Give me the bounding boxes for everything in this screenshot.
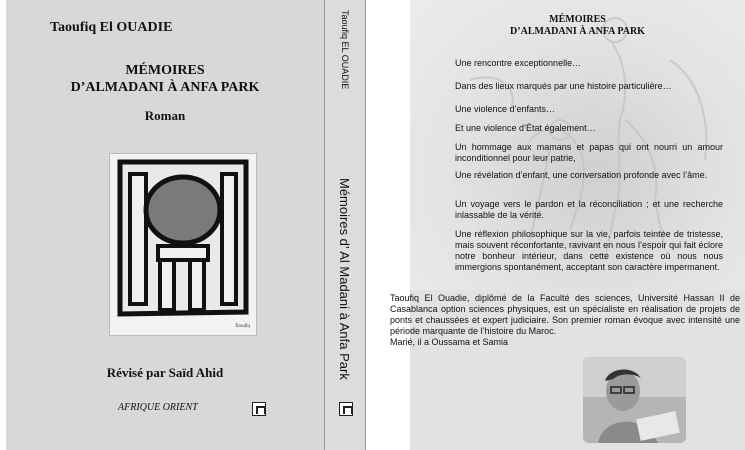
author-bio-text: Taoufiq El Ouadie, diplômé de la Faculté des sciences, Université Hassan II de Casablanca option sciences physiques, est un spécialiste en réalisation de projets de ponts et chaussées et expert judiciaire. Son premier roman évoque avec intensité une période marquante de l’histoire du Maroc. — [390, 293, 740, 336]
front-title-line1: MÉMOIRES — [125, 63, 205, 78]
blurb-line-3: Une violence d’enfants… — [455, 104, 556, 114]
cover-painting — [109, 153, 257, 336]
front-publisher: AFRIQUE ORIENT — [118, 402, 198, 413]
front-cover — [6, 0, 324, 450]
front-author: Taoufiq El OUADIE — [50, 20, 173, 35]
front-genre: Roman — [144, 108, 186, 123]
author-portrait-image — [583, 357, 686, 443]
spine-publisher-logo-icon — [339, 402, 353, 416]
blurb-line-2: Dans des lieux marqués par une histoire particulière… — [455, 81, 672, 91]
front-reviser: Révisé par Saïd Ahid — [106, 365, 224, 380]
spine-author: Taoufiq EL OUADIE — [340, 10, 350, 90]
front-title-line2: D’ALMADANI À ANFA PARK — [70, 80, 260, 95]
blurb-line-1: Une rencontre exceptionnelle… — [455, 58, 582, 68]
blurb-line-6: Une révélation d’enfant, une conversation profonde avec l’âme. — [455, 170, 708, 180]
author-bio — [390, 293, 740, 348]
blurb-line-8: Une réflexion philosophique sur la vie, parfois teintée de tristesse, mais souvent réconfortante, ravivant en nous l’espoir qui fait éclore notre bonheur intérieur, dans cette existence où nous nous immergions spontanément, acceptant son caractère impermanent. — [455, 229, 723, 272]
back-title-line1: MÉMOIRES — [549, 14, 606, 25]
cover-painting-artwork — [110, 154, 256, 335]
blurb-line-5: Un hommage aux mamans et papas qui ont nourri un amour inconditionnel pour leur patrie, — [455, 142, 723, 163]
back-cover — [410, 0, 745, 450]
blurb-line-4: Et une violence d’État également… — [455, 123, 596, 133]
author-bio-family: Marié, il a Oussama et Samia — [390, 337, 509, 347]
blurb-line-7: Un voyage vers le pardon et la réconciliation ; et une recherche inlassable de la vérité. — [455, 199, 723, 220]
author-photo — [583, 357, 686, 443]
painting-signature: Taoufiq — [234, 324, 250, 329]
publisher-logo-icon — [252, 402, 266, 416]
spine-title: Mémoires d’ Al Madani à Anfa Park — [337, 178, 352, 380]
book-spine — [324, 0, 366, 450]
back-title-line2: D’ALMADANI À ANFA PARK — [510, 26, 645, 37]
